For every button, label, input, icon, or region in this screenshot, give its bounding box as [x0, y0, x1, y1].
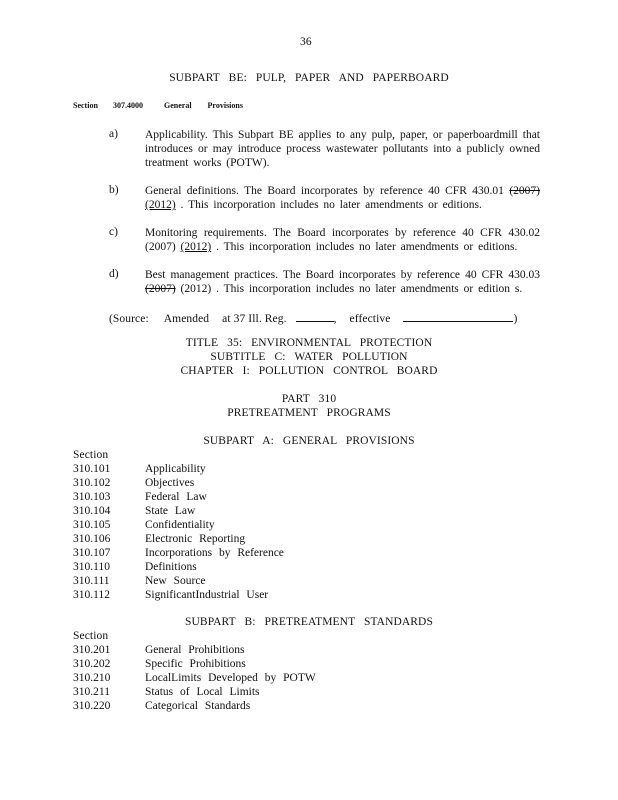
toc-row-number: 310.202 — [73, 658, 111, 670]
item-d-struck-year: (2007) — [145, 283, 176, 296]
effective-date-blank — [403, 311, 513, 322]
item-b-struck-year: (2007) — [509, 185, 540, 197]
toc-row-title: Specific Prohibitions — [145, 658, 246, 670]
toc-row-title: Incorporations by Reference — [145, 547, 284, 559]
toc-row-title: State Law — [145, 505, 196, 517]
section-label: Section — [73, 101, 98, 110]
page-number: 36 — [300, 36, 312, 48]
toc-row-number: 310.210 — [73, 672, 111, 684]
chapter-line: CHAPTER I: POLLUTION CONTROL BOARD — [180, 365, 438, 377]
toc-row-number: 310.106 — [73, 533, 111, 545]
subpart-b-section-label: Section — [73, 630, 109, 642]
item-c-letter: c) — [109, 226, 118, 238]
toc-row-number: 310.211 — [73, 686, 110, 698]
item-d-pre: Best management practices. The Board incorporates by reference 40 CFR 430.03 — [145, 269, 540, 281]
item-c-new-year: (2012) — [180, 241, 212, 254]
item-d-new-year: (2012) — [180, 283, 212, 296]
item-a-letter: a) — [109, 128, 118, 140]
item-b-text — [145, 184, 540, 212]
item-d-post: . This incorporation includes no later amendments or edition s. — [211, 283, 523, 296]
toc-row-title: General Prohibitions — [145, 644, 245, 656]
toc-row-number: 310.104 — [73, 505, 111, 517]
toc-row-number: 310.107 — [73, 547, 111, 559]
toc-row-title: LocalLimits Developed by POTW — [145, 672, 316, 684]
item-d-text — [145, 268, 540, 296]
item-c-post: . This incorporation includes no later amendments or editions. — [211, 241, 518, 254]
source-effective: effective — [349, 313, 391, 325]
toc-row-title: Federal Law — [145, 491, 207, 503]
section-number: 307.4000 — [113, 101, 143, 110]
toc-row-number: 310.102 — [73, 477, 111, 489]
subpart-be-heading: SUBPART BE: PULP, PAPER AND PAPERBOARD — [169, 72, 449, 84]
toc-row-number: 310.105 — [73, 519, 111, 531]
toc-row-number: 310.201 — [73, 644, 111, 656]
part-line: PART 310 — [281, 393, 337, 405]
subpart-a-section-label: Section — [73, 449, 109, 461]
item-a-text: Applicability. This Subpart BE applies to any pulp, paper, or paperboardmill that introduces or may introduce process wastewater pollutants into a publicly owned treatment works (POTW). — [145, 129, 540, 170]
subtitle-line: SUBTITLE C: WATER POLLUTION — [210, 351, 408, 363]
toc-row-title: Applicability — [145, 463, 206, 475]
reg-page-blank — [296, 311, 334, 322]
toc-row-title: Objectives — [145, 477, 195, 489]
toc-row-title: Status of Local Limits — [145, 686, 260, 698]
toc-row-number: 310.111 — [73, 575, 110, 587]
source-note — [109, 311, 517, 325]
section-title: General Provisions — [164, 101, 243, 110]
toc-row-title: Confidentiality — [145, 519, 215, 531]
subpart-b-heading: SUBPART B: PRETREATMENT STANDARDS — [185, 616, 433, 628]
toc-row-title: SignificantIndustrial User — [145, 589, 269, 601]
source-comma: , — [333, 313, 337, 325]
source-amended: Amended — [163, 313, 210, 325]
toc-row-title: Categorical Standards — [145, 700, 251, 712]
toc-row-number: 310.103 — [73, 491, 111, 503]
source-at: at 37 Ill. Reg. — [222, 313, 287, 325]
subpart-a-heading: SUBPART A: GENERAL PROVISIONS — [203, 435, 415, 447]
toc-row-title: Definitions — [145, 561, 197, 573]
toc-row-number: 310.101 — [73, 463, 111, 475]
source-prefix: (Source: — [109, 313, 149, 325]
item-c-text — [145, 226, 540, 254]
item-b-pre: General definitions. The Board incorporates by reference 40 CFR 430.01 — [145, 185, 510, 197]
toc-row-number: 310.220 — [73, 700, 111, 712]
toc-row-number: 310.110 — [73, 561, 110, 573]
item-d-letter: d) — [109, 268, 119, 280]
item-b-letter: b) — [109, 184, 119, 196]
toc-row-number: 310.112 — [73, 589, 110, 601]
item-c-pre: Monitoring requirements. The Board incorporates by reference 40 CFR 430.02 (2007) — [145, 227, 540, 254]
item-b-new-year: (2012) — [145, 199, 176, 212]
source-suffix: ) — [513, 313, 518, 325]
title-line: TITLE 35: ENVIRONMENTAL PROTECTION — [185, 337, 433, 349]
toc-row-title: New Source — [145, 575, 206, 587]
item-b-post: . This incorporation includes no later amendments or editions. — [175, 199, 482, 212]
toc-row-title: Electronic Reporting — [145, 533, 246, 545]
part-name-line: PRETREATMENT PROGRAMS — [227, 407, 391, 419]
